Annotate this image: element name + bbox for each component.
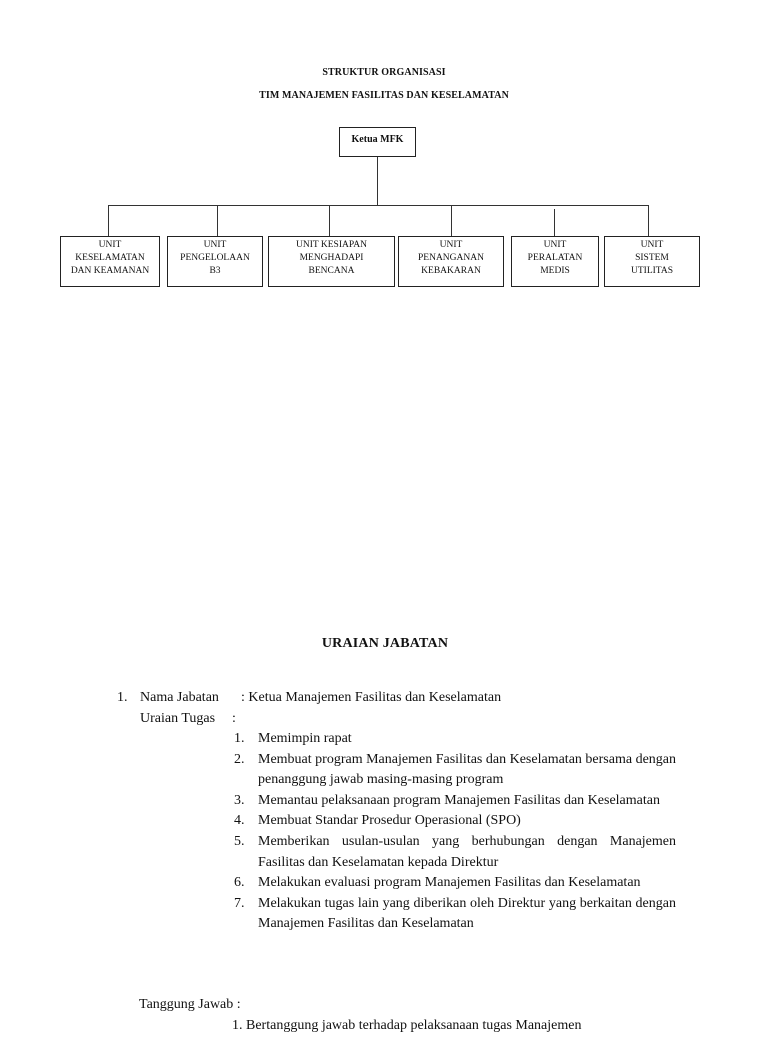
task-text: Memimpin rapat bbox=[258, 731, 352, 746]
org-connector-unit bbox=[217, 205, 218, 236]
org-connector-unit bbox=[648, 205, 649, 236]
org-connector-unit bbox=[554, 209, 555, 236]
org-head-box bbox=[339, 127, 416, 157]
responsibility-label: Tanggung Jawab : bbox=[139, 997, 241, 1012]
task-number: 2. bbox=[234, 751, 245, 767]
org-unit-box bbox=[167, 236, 263, 287]
org-connector-unit bbox=[329, 205, 330, 236]
list-item bbox=[234, 832, 676, 873]
task-number: 3. bbox=[234, 792, 245, 808]
task-text: Melakukan tugas lain yang diberikan oleh Direktur yang berkaitan dengan Manajemen Fasilitas dan Keselamatan bbox=[258, 895, 676, 932]
org-unit-box bbox=[511, 236, 599, 287]
org-connector-head bbox=[377, 157, 378, 205]
task-text: Membuat program Manajemen Fasilitas dan Keselamatan bersama dengan penanggung jawab masing-masing program bbox=[258, 751, 676, 788]
list-item bbox=[234, 873, 676, 894]
org-unit-box bbox=[604, 236, 700, 287]
org-connector-bar bbox=[108, 205, 649, 206]
org-connector-unit bbox=[451, 205, 452, 236]
job-title-value: : Ketua Manajemen Fasilitas dan Keselamatan bbox=[241, 690, 502, 705]
section-heading: URAIAN JABATAN bbox=[321, 636, 449, 651]
org-unit-label: UNIT PENANGANAN KEBAKARAN bbox=[418, 240, 484, 276]
org-unit-label: UNIT KESIAPAN MENGHADAPI BENCANA bbox=[296, 240, 367, 276]
task-number: 5. bbox=[234, 833, 245, 849]
task-number: 6. bbox=[234, 875, 245, 891]
tasks-colon: : bbox=[232, 711, 236, 726]
org-unit-box bbox=[268, 236, 395, 287]
tasks-label: Uraian Tugas bbox=[140, 711, 216, 726]
task-list bbox=[234, 729, 676, 935]
document-title: STRUKTUR ORGANISASI bbox=[322, 67, 446, 78]
document-subtitle: TIM MANAJEMEN FASILITAS DAN KESELAMATAN bbox=[259, 90, 509, 101]
task-text: Memberikan usulan-usulan yang berhubungan dengan Manajemen Fasilitas dan Keselamatan kepada Direktur bbox=[258, 833, 676, 870]
org-unit-label: UNIT PENGELOLAAN B3 bbox=[180, 240, 250, 276]
org-connector-unit bbox=[108, 205, 109, 236]
org-head-label: Ketua MFK bbox=[351, 134, 404, 145]
task-text: Memantau pelaksanaan program Manajemen Fasilitas dan Keselamatan bbox=[258, 792, 660, 808]
org-unit-label: UNIT KESELAMATAN DAN KEAMANAN bbox=[70, 240, 150, 276]
item-number: 1. bbox=[117, 690, 128, 705]
task-number: 7. bbox=[234, 895, 245, 911]
list-item bbox=[234, 894, 676, 935]
task-number: 4. bbox=[234, 813, 245, 829]
task-text: Membuat Standar Prosedur Operasional (SPO) bbox=[258, 813, 521, 829]
org-unit-box bbox=[398, 236, 504, 287]
list-item bbox=[234, 791, 676, 812]
task-text: Melakukan evaluasi program Manajemen Fasilitas dan Keselamatan bbox=[258, 875, 641, 891]
responsibility-first-line: 1. Bertanggung jawab terhadap pelaksanaan tugas Manajemen bbox=[232, 1018, 582, 1033]
org-unit-label: UNIT SISTEM UTILITAS bbox=[631, 240, 673, 276]
org-unit-box bbox=[60, 236, 160, 287]
task-number: 1. bbox=[234, 731, 245, 746]
list-item bbox=[234, 750, 676, 791]
job-title-label: Nama Jabatan bbox=[140, 690, 219, 705]
list-item bbox=[234, 729, 676, 750]
list-item bbox=[234, 811, 676, 832]
org-unit-label: UNIT PERALATAN MEDIS bbox=[527, 240, 583, 276]
